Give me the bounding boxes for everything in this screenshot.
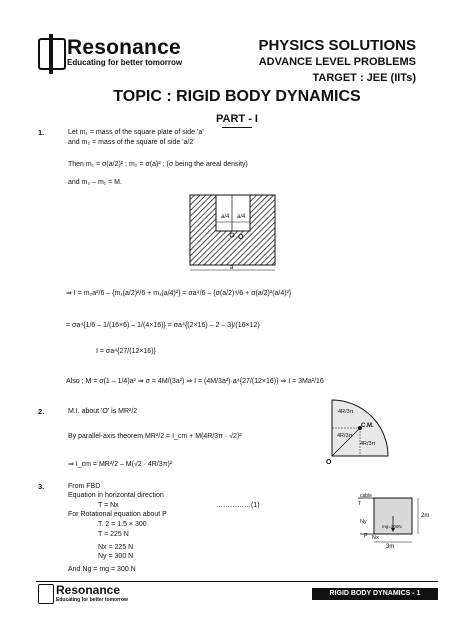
q1-equation-1: ⇒ I = m₂a²/6 – {m₁(a/2)²/6 + m₁(a/4)²} = σa⁴/6 – {σ(a/2)⁴/6 + σ(a/2)²(a/4)²} — [66, 290, 292, 297]
q3-line-8: Ny = 300 N — [98, 553, 134, 560]
fig-label-4r3pi-right: 4R/3π — [360, 441, 376, 447]
footer-logo-icon — [38, 584, 54, 604]
q1-line-1: Let m₁ = mass of the square plate of side 'a' — [68, 129, 204, 136]
fig-label-o: O — [238, 234, 244, 241]
fig-label-3m: 3m — [386, 544, 395, 550]
fig-label-cable: cable — [360, 493, 372, 499]
fig-label-4r3pi-left: 4R/3π — [337, 433, 353, 439]
q3-line-1: From FBD — [68, 483, 101, 490]
q1-equation-2: = σa⁴{1/6 – 1/(16×6) – 1/(4×16)} = σa⁴{(2×16) – 2 – 3}/(16×12) — [66, 322, 260, 329]
fig-label-4r3pi-top: 4R/3π — [338, 409, 354, 415]
q3-line-6: T = 225 N — [98, 531, 129, 538]
q1-equation-3: I = σa⁴{27/(12×16)} — [96, 348, 156, 355]
fig-label-mg: mg=300N — [382, 524, 402, 529]
question-number: 1. — [38, 128, 45, 137]
q2-line-3: ⇒ I_cm = MR²/2 – M(√2 · 4R/3π)² — [68, 461, 173, 468]
section-heading: PART - I — [216, 113, 258, 125]
fig-label-a4-right: a/4 — [237, 214, 246, 220]
resonance-logo-icon — [38, 38, 66, 70]
q1-line-3: Then m₁ = σ(a/2)² ; m₂ = σ(a)² ; (σ being the areal density) — [68, 161, 248, 168]
footer-brand: Resonance — [56, 583, 121, 597]
q1-equation-4: Also ; M = σ(1 – 1/4)a² ⇒ σ = 4M/(3a²) ⇒ I = (4M/3a²)·a⁴{27/(12×16)} ⇒ I = 3Ma²/16 — [66, 378, 324, 385]
fig-label-a4-left: a/4 — [221, 214, 230, 220]
page-title: TOPIC : RIGID BODY DYNAMICS — [113, 88, 361, 105]
footer-rule — [36, 581, 438, 582]
part-underline — [222, 127, 252, 128]
q1-line-2: and m₂ = mass of the square of side 'a/2' — [68, 139, 195, 146]
q3-line-3: T = Nx — [98, 502, 119, 509]
square-plate-figure — [180, 192, 290, 278]
q2-line-1: M.I. about 'O' is MR²/2 — [68, 408, 138, 415]
q3-line-7: Nx = 225 N — [98, 544, 134, 551]
q3-line-2: Equation in horizontal direction — [68, 492, 164, 499]
question-number: 2. — [38, 407, 45, 416]
fig-label-cm: C.M. — [361, 423, 374, 429]
fig-label-ny: Ny — [360, 519, 367, 525]
brand-tagline: Educating for better tomorrow — [67, 58, 183, 67]
fig-label-t: T — [358, 501, 362, 507]
fig-label-2m: 2m — [421, 513, 430, 519]
fig-label-nx: Nx — [372, 535, 379, 541]
header-title: PHYSICS SOLUTIONS — [258, 37, 416, 54]
question-number: 3. — [38, 482, 45, 491]
q1-line-4: and m₂ – m₁ = M. — [68, 179, 122, 186]
fig-label-o: O — [326, 459, 332, 466]
q3-line-5: T. 2 = 1.5 × 300 — [98, 521, 147, 528]
q3-eq-ref: ……………(1) — [216, 502, 260, 509]
header-target: TARGET : JEE (IITs) — [312, 72, 416, 84]
q3-line-4: For Rotational equation about P — [68, 511, 167, 518]
brand-name: Resonance — [67, 36, 181, 59]
q2-line-2: By parallel-axis theorem MR²/2 = I_cm + M(4R/3π · √2)² — [68, 433, 242, 440]
footer-page-label: RIGID BODY DYNAMICS - 1 — [312, 588, 438, 600]
q3-line-9: And Ng = mg = 300 N — [68, 566, 136, 573]
fig-label-p: P — [364, 533, 368, 539]
footer-tagline: Educating for better tomorrow — [56, 597, 128, 603]
fig-label-a: a — [230, 265, 234, 271]
header-subtitle: ADVANCE LEVEL PROBLEMS — [258, 56, 416, 68]
